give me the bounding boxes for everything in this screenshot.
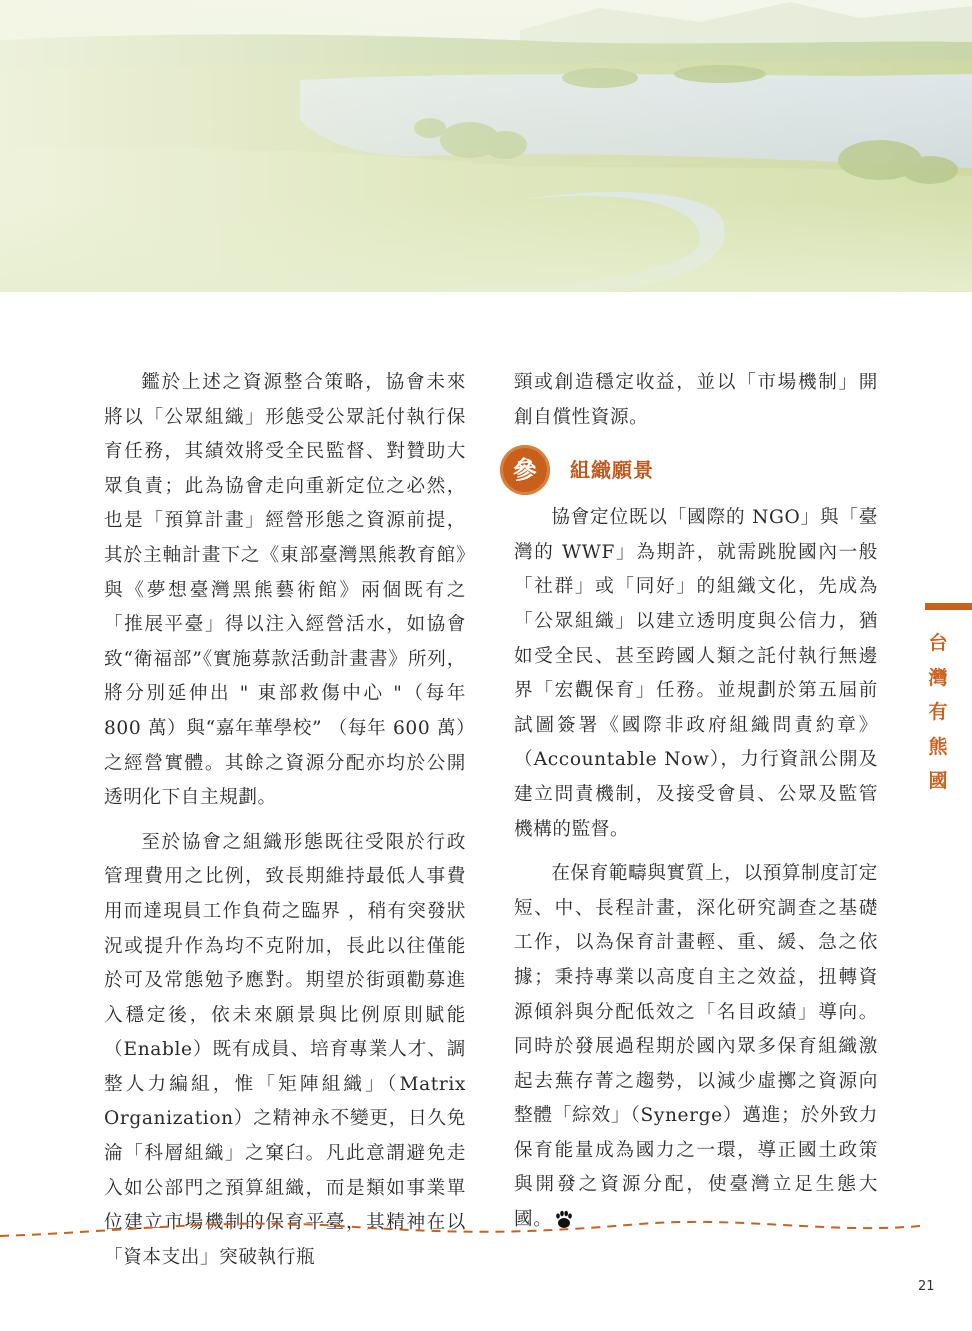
body-paragraph: 至於協會之組織形態既往受限於行政管理費用之比例，致長期維持最低人事費用而達現員工作負荷之臨界 ，稍有突發狀況或提升作為均不克附加，長此以往僅能於可及常態勉予應對。期望於街頭勸募進入穩定後，依未來願景與比例原則賦能（Enable）既有成員、培育專業人才、調整人力編組，惟「矩陣組織」（Matrix Organization）之精神永不變更，日久免淪「科層組織」之窠臼。凡此意謂避免走入如公部門之預算組織，而是類如事業單位建立市場機制的保育平臺，其精神在以「資本支出」突破執行瓶 (104, 831, 466, 1268)
header-landscape-image (0, 0, 972, 292)
section-heading (500, 445, 878, 495)
left-text-column (104, 366, 466, 1285)
right-text-column (514, 366, 878, 1248)
side-tab-bar (925, 603, 972, 610)
continued-paragraph: 頸或創造穩定收益，並以「市場機制」開創自償性資源。 (514, 372, 878, 428)
section-number-badge: 參 (500, 445, 550, 495)
body-paragraph: 鑑於上述之資源整合策略，協會未來將以「公眾組織」形態受公眾託付執行保育任務，其績效將受全民監督、對贊助大眾負責；此為協會走向重新定位之必然，也是「預算計畫」經營形態之資源前提，其於主軸計畫下之《東部臺灣黑熊教育館》與《夢想臺灣黑熊藝術館》兩個既有之「推展平臺」得以注入經營活水，如協會致“衛福部”《實施募款活動計畫書》所列，將分別延伸出 " 東部救傷中心 "（每年 800 萬）與“嘉年華學校” （每年 600 萬）之經營實體。其餘之資源分配亦均於公開透明化下自主規劃。 (104, 372, 466, 809)
body-paragraph (514, 857, 878, 1238)
decorative-dashed-line (0, 1212, 972, 1242)
side-tab-label: 台灣有熊國 (928, 632, 948, 792)
body-paragraph: 協會定位既以「國際的 NGO」與「臺灣的 WWF」為期許，就需跳脫國內一般「社群」或「同好」的組織文化，先成為「公眾組織」以建立透明度與公信力，猶如受全民、甚至跨國人類之託付執行無邊界「宏觀保育」任務。並規劃於第五屆前試圖簽署《國際非政府組織問責約章》（Accountable Now），力行資訊公開及建立問責機制，及接受會員、公眾及監管機構的監督。 (514, 507, 878, 840)
section-title: 組織願景 (570, 457, 654, 482)
body-paragraph-text: 在保育範疇與實質上，以預算制度訂定短、中、長程計畫，深化研究調查之基礎工作，以為保育計畫輕、重、緩、急之依據；秉持專業以高度自主之效益，扭轉資源傾斜與分配低效之「名目政績」導向。同時於發展過程期於國內眾多保育組織激起去蕪存菁之趨勢，以減少虛擲之資源向整體「綜效」（Synerge）邁進；於外致力保育能量成為國力之一環，導正國土政策與開發之資源分配，使臺灣立足生態大國。 (514, 863, 878, 1231)
page-number: 21 (918, 1279, 935, 1294)
